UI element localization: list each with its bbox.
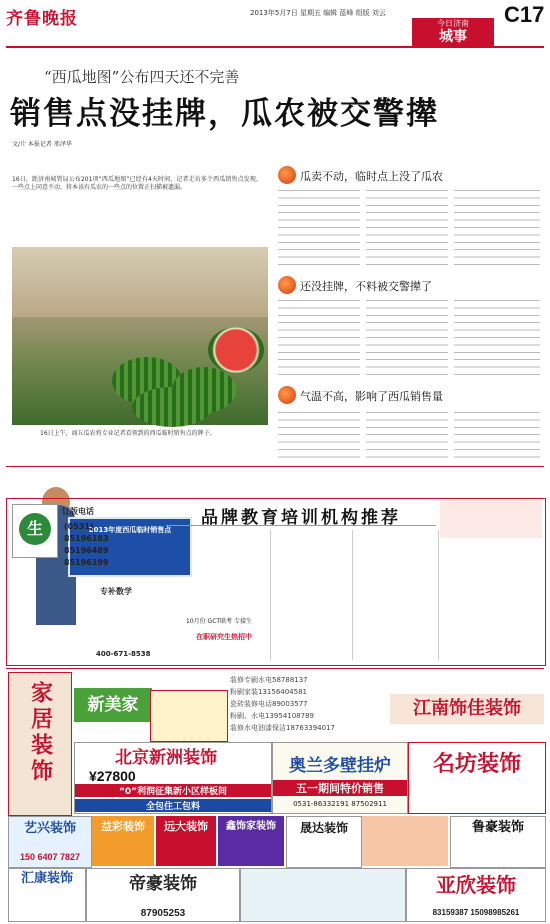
mingfang-ad [408,742,546,814]
home-decor-label: 家居装饰 [27,681,53,785]
subhead-2: 还没挂牌，不料被交警撵了 [300,280,432,293]
list-ad: 粉刷家装13156404581 [230,688,307,696]
newspaper-logo: 齐鲁晚报 [6,9,78,29]
article-headline: 销售点没挂牌，瓜农被交警撵 [10,96,439,132]
photo-sign: 2013年度西瓜临时销售点 [68,517,192,577]
ad-cell [272,530,353,660]
gct-slogan: 在职研究生热招中 [196,633,252,641]
xinmeijia-ad: 新美家 [74,688,152,722]
watermelon-icon [278,276,296,294]
xinzhou-ad [74,742,272,814]
ad-cell [362,816,448,866]
ad-cell [150,690,228,742]
order-phone: 85196489 [64,546,109,555]
subhead-3: 气温不高，影响了西瓜销售量 [300,390,443,403]
banner-title-wrap [166,503,436,526]
header-rule [6,46,544,48]
watermelon-slice [208,327,264,373]
body-column [454,410,540,460]
xinsheng-ad: 鑫饰家装饰 [218,816,284,866]
aolan-sub: 五一期间特价销售 [273,780,407,796]
order-phone: 85196199 [64,558,109,567]
yixing-phone: 150 6407 7827 [19,852,81,862]
dihao-title: 帝豪装饰 [129,874,197,894]
yixing-ad [8,816,92,868]
jiangnan-ad: 江南饰佳装饰 [390,694,544,724]
body-column [454,298,540,380]
date-line: 2013年5月7日 星期五 编辑 蓝峰 组版 刘云 [250,9,386,17]
xinzhou-title: 北京新洲装饰 [115,748,217,768]
ad-cell [166,530,271,660]
ad-divider [6,668,544,669]
photo-background [12,247,268,317]
xinzhou-zero-profit: “0”利润征集新小区样板间 [75,784,271,797]
dihao-ad [86,868,240,922]
xinzhou-package: 全包住工包料 [75,799,271,812]
tutor-title: 专补数学 [100,587,132,596]
aolan-phone: 0531-86332191 87502911 [293,800,387,808]
body-column [278,298,360,380]
page-number: C17 [504,2,545,27]
huikang-ad: 汇康装饰 [8,868,86,922]
body-column [278,188,360,268]
mingfang-title: 名坊装饰 [432,752,521,777]
watermelon [132,387,212,427]
yaxin-ad [406,868,546,922]
section-main: 城事 [439,29,467,45]
yaxin-phone: 83159387 15098985261 [432,908,520,917]
dihao-phone: 87905253 [140,908,186,919]
order-phone: 85196183 [64,534,109,543]
list-ad: 装修专刷水电58788137 [230,676,308,684]
article-byline: 文/片 本报记者 邢泽华 [12,141,72,148]
shengda-ad: 晟达装饰 [286,816,362,868]
body-column [278,410,360,460]
gct-label: 10月份 GCT联考 专接生 [186,618,252,625]
order-area: (0531) [64,522,94,531]
ad-logo-box: 生 [12,504,58,558]
watermelon-icon [278,386,296,404]
yaxin-title: 亚欣装饰 [436,873,516,897]
ad-cell [440,540,542,660]
watermelon-icon [278,166,296,184]
body-column [366,298,448,380]
aolan-ad [272,742,408,814]
list-ad: 装修水电油漆保洁18763394017 [230,724,335,732]
ad-cell [240,868,406,922]
section-divider [6,466,544,467]
xinzhou-price: ¥27800 [89,768,136,784]
banner-title: 品牌教育培训机构推荐 [201,508,401,528]
body-column [366,410,448,460]
aolan-title: 奥兰多壁挂炉 [289,756,391,776]
section-top: 今日济南 [437,19,469,28]
list-ad: 粉刷、水电13954108789 [230,712,314,720]
body-column [366,188,448,268]
order-label: 订版电话 [62,507,94,516]
ad-cell [354,530,439,660]
tutor-phone: 400-671-8538 [96,650,151,658]
list-ad: 瓷砖装修电话89003577 [230,700,308,708]
article-kicker: “西瓜地图”公布四天还不完善 [44,68,240,86]
yuanda-ad: 远大装饰 [156,816,216,866]
section-label [412,18,494,46]
luhao-ad: 鲁豪装饰 [450,816,546,868]
yishe-ad: 益彩装饰 [92,816,154,866]
ad-cell [440,500,542,538]
subhead-1: 瓜卖不动，临时点上没了瓜农 [300,170,443,183]
home-decor-label-box [8,672,72,816]
yixing-title: 艺兴装饰 [23,821,76,836]
list-ads [230,674,380,734]
article-lead: 16日，距济南城管局公布201项“西瓜地图”已经有4天时间，记者走访多个西瓜销售点发现，一些点上同意不动，将本该有瓜农的一些点的位置正扫描被遗漏。 [12,176,262,191]
body-column [454,188,540,268]
photo-caption: 16日上午，商丘瓜农将专业记者看领到的西瓜临时销售点的牌子。 [40,430,216,437]
